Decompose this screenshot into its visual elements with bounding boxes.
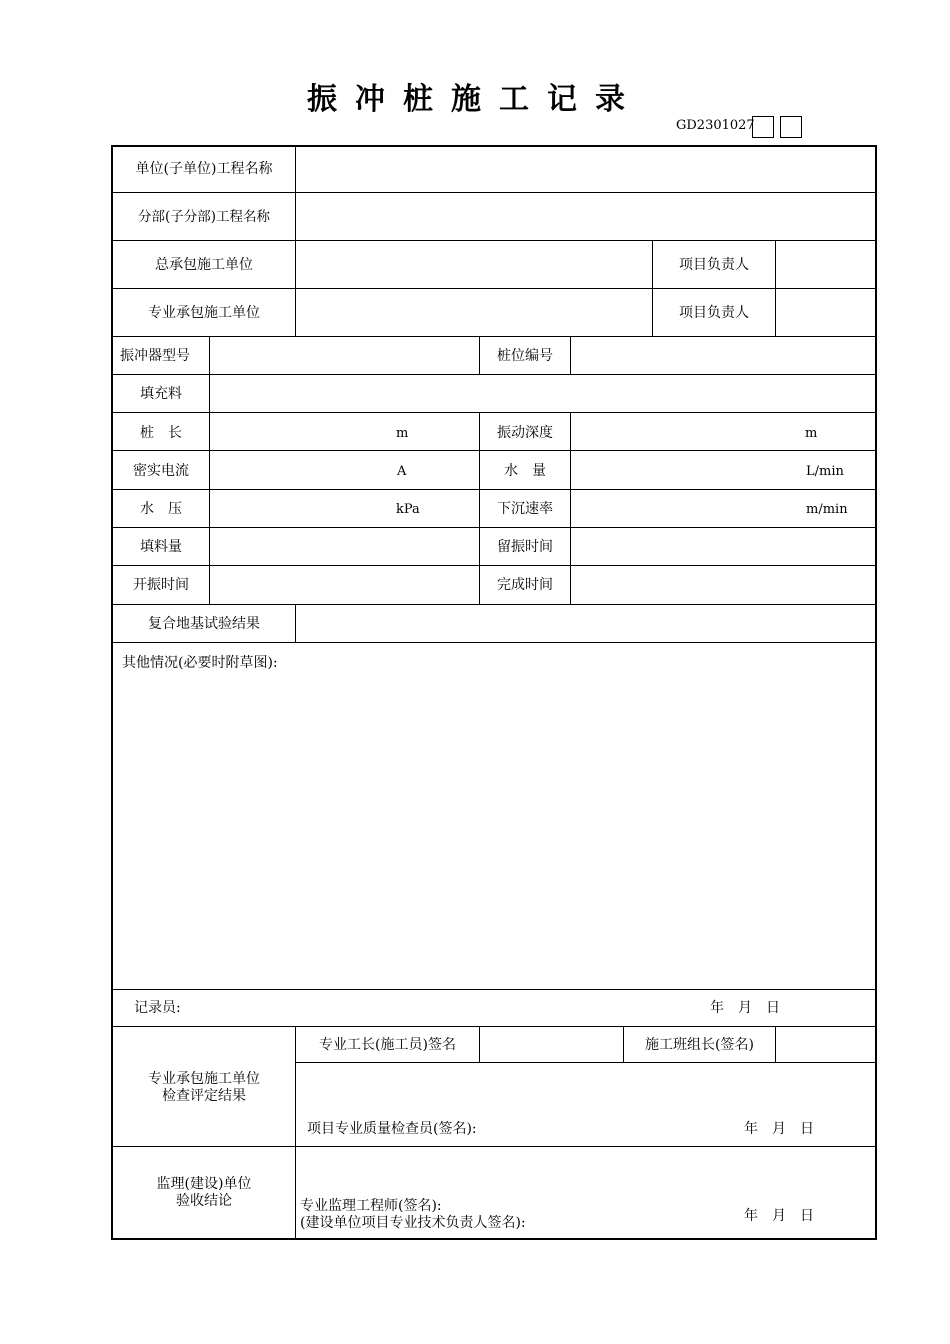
water-pressure-label: 水 压 <box>140 501 182 517</box>
compaction-current-field[interactable] <box>211 452 477 487</box>
form-code-box-1[interactable] <box>752 116 774 138</box>
fill-material-label: 填充料 <box>140 386 182 402</box>
supervisor-date: 年 月 日 <box>744 1208 814 1224</box>
quality-inspector-label: 项目专业质量检查员(签名): <box>307 1121 477 1137</box>
dwell-time-label: 留振时间 <box>497 539 553 555</box>
foreman-sign-label: 专业工长(施工员)签名 <box>319 1037 456 1053</box>
rule <box>111 336 877 337</box>
sinking-speed-unit: m/min <box>806 502 848 517</box>
water-volume-label: 水 量 <box>504 463 546 479</box>
supervisor-sign-field[interactable] <box>565 1196 735 1234</box>
fill-quantity-label: 填料量 <box>140 539 182 555</box>
vibration-depth-field[interactable] <box>572 414 873 448</box>
water-pressure-unit: kPa <box>396 502 420 517</box>
form-code-box-2[interactable] <box>780 116 802 138</box>
rule <box>111 565 877 566</box>
water-volume-unit: L/min <box>806 464 844 479</box>
unit-project-name-field[interactable] <box>297 152 873 190</box>
foreman-sign-field[interactable] <box>481 1029 621 1060</box>
rule <box>295 1026 296 1240</box>
vibrator-model-label: 振冲器型号 <box>120 348 190 364</box>
special-contractor-field[interactable] <box>297 294 650 334</box>
supervisor-sign-label: 专业监理工程师(签名): (建设单位项目专业技术负责人签名): <box>300 1198 526 1231</box>
dwell-time-field[interactable] <box>572 529 873 563</box>
rule <box>111 1146 877 1147</box>
compaction-current-unit: A <box>397 464 407 479</box>
rule <box>111 489 877 490</box>
composite-test-label: 复合地基试验结果 <box>148 616 260 632</box>
general-contractor-field[interactable] <box>297 246 650 286</box>
rule <box>209 336 210 604</box>
rule <box>775 1026 776 1062</box>
rule <box>570 336 571 374</box>
pile-length-label: 桩 长 <box>140 425 182 441</box>
vibrator-model-field[interactable] <box>211 338 477 372</box>
recorder-field[interactable] <box>200 993 680 1023</box>
quality-inspector-date: 年 月 日 <box>744 1121 814 1137</box>
general-contractor-label: 总承包施工单位 <box>155 257 253 273</box>
project-manager-label-2: 项目负责人 <box>679 305 749 321</box>
other-notes-area[interactable] <box>114 676 872 986</box>
rule <box>111 450 877 451</box>
rule <box>295 1062 877 1063</box>
rule <box>111 288 877 289</box>
pile-number-field[interactable] <box>572 338 873 372</box>
team-leader-sign-label: 施工班组长(签名) <box>645 1037 754 1053</box>
rule <box>111 604 877 605</box>
rule <box>111 192 877 193</box>
rule <box>111 642 877 643</box>
project-manager-field-2[interactable] <box>777 294 873 334</box>
vibration-depth-label: 振动深度 <box>497 425 553 441</box>
rule <box>775 240 776 336</box>
compaction-current-label: 密实电流 <box>133 463 189 479</box>
sinking-speed-label: 下沉速率 <box>497 501 553 517</box>
form-title: 振冲桩施工记录 <box>307 82 643 117</box>
finish-time-field[interactable] <box>572 567 873 602</box>
rule <box>111 240 877 241</box>
water-pressure-field[interactable] <box>211 491 477 525</box>
sub-project-name-field[interactable] <box>297 200 873 238</box>
fill-material-field[interactable] <box>211 376 873 410</box>
rule <box>295 604 296 642</box>
sub-project-name-label: 分部(子分部)工程名称 <box>137 209 271 225</box>
start-time-label: 开振时间 <box>133 577 189 593</box>
rule <box>111 374 877 375</box>
composite-test-field[interactable] <box>297 606 873 640</box>
recorder-label: 记录员: <box>134 1000 181 1016</box>
rule <box>295 145 296 336</box>
rule <box>111 527 877 528</box>
recorder-date: 年 月 日 <box>710 1000 780 1016</box>
team-leader-sign-field[interactable] <box>777 1029 873 1060</box>
finish-time-label: 完成时间 <box>497 577 553 593</box>
supervision-conclusion-label: 监理(建设)单位 验收结论 <box>156 1176 252 1209</box>
other-notes-label: 其他情况(必要时附草图): <box>122 655 278 671</box>
vibration-depth-unit: m <box>805 426 818 441</box>
unit-project-name-label: 单位(子单位)工程名称 <box>135 161 273 177</box>
form-code: GD2301027 <box>676 118 755 133</box>
pile-length-unit: m <box>396 426 409 441</box>
quality-inspector-field[interactable] <box>505 1114 735 1142</box>
fill-quantity-field[interactable] <box>211 529 477 563</box>
contractor-check-label: 专业承包施工单位 检查评定结果 <box>148 1071 260 1104</box>
rule <box>111 989 877 990</box>
rule <box>111 412 877 413</box>
project-manager-field-1[interactable] <box>777 246 873 286</box>
pile-number-label: 桩位编号 <box>497 348 553 364</box>
rule <box>111 1026 877 1027</box>
project-manager-label-1: 项目负责人 <box>679 257 749 273</box>
rule <box>479 1026 480 1062</box>
start-time-field[interactable] <box>211 567 477 602</box>
pile-length-field[interactable] <box>211 414 477 448</box>
rule <box>570 412 571 604</box>
special-contractor-label: 专业承包施工单位 <box>148 305 260 321</box>
